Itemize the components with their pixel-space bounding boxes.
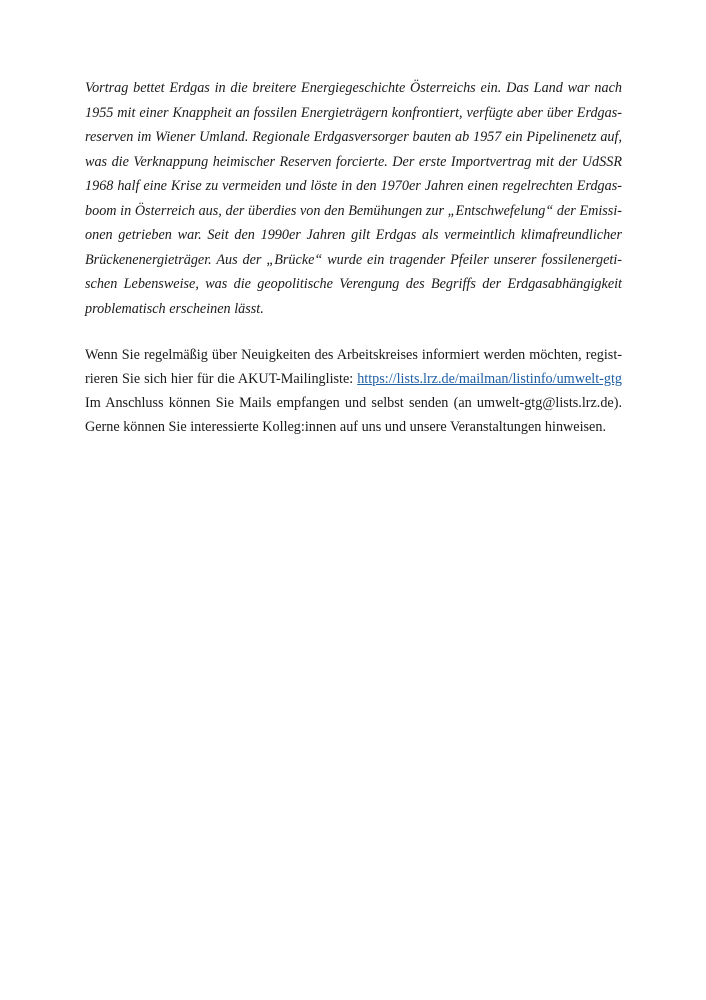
notice-line: Im Anschluss können Sie Mails empfangen und selbst senden (an umwelt-gtg@lists.lrz.de).	[85, 395, 622, 411]
abstract-line: 1955 mit einer Knappheit an fossilen Energieträgern konfrontiert, verfügte aber über Erdgas-	[85, 104, 622, 121]
abstract-line: boom in Österreich aus, der überdies von den Bemühungen zur „Entschwefelung“ der Emissi-	[85, 202, 622, 219]
notice-line-with-link	[85, 367, 622, 391]
abstract-line: 1968 half eine Krise zu vermeiden und löste in den 1970er Jahren einen regelrechten Erdgas-	[85, 178, 622, 194]
abstract-line: was die Verknappung heimischer Reserven forcierte. Der erste Importvertrag mit der UdSSR	[85, 153, 622, 170]
mailing-list-notice	[85, 343, 622, 439]
notice-line: Wenn Sie regelmäßig über Neuigkeiten des Arbeitskreises informiert werden möchten, regist-	[85, 347, 622, 363]
abstract-line: schen Lebensweise, was die geopolitische Verengung des Begriffs der Erdgasabhängigkeit	[85, 276, 622, 292]
document-page	[85, 76, 622, 439]
abstract-line: Brückenenergieträger. Aus der „Brücke“ wurde ein tragender Pfeiler unserer fossilenergeti-	[85, 251, 622, 268]
mailing-list-link[interactable]: https://lists.lrz.de/mailman/listinfo/umwelt-gtg	[357, 371, 622, 387]
notice-line-prefix: rieren Sie sich hier für die AKUT-Mailingliste:	[85, 371, 358, 387]
abstract-line: onen getrieben war. Seit den 1990er Jahren gilt Erdgas als vermeintlich klimafreundlicher	[85, 227, 622, 243]
lecture-abstract	[85, 76, 622, 321]
abstract-line: reserven im Wiener Umland. Regionale Erdgasversorger bauten ab 1957 ein Pipelinenetz auf,	[85, 129, 622, 145]
abstract-line: problematisch erscheinen lässt.	[85, 300, 264, 317]
notice-line: Gerne können Sie interessierte Kolleg:innen auf uns und unsere Veranstaltungen hinweisen.	[85, 419, 606, 435]
abstract-line: Vortrag bettet Erdgas in die breitere Energiegeschichte Österreichs ein. Das Land war nach	[85, 80, 622, 96]
